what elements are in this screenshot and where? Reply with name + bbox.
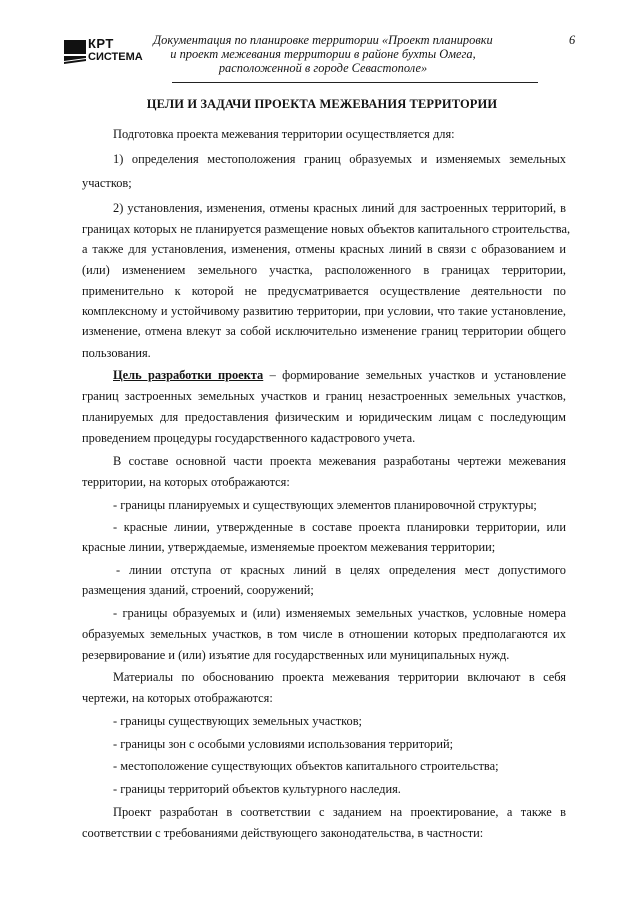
paragraph-line [113,368,566,383]
header-title-line: Документация по планировке территории «Проект планировки [153,33,493,47]
paragraph-line: образуемых земельных участков, в том числе в отношении которых предполагаются их [82,627,566,641]
header-title-line: и проект межевания территории в районе бухты Омега, [170,47,476,61]
paragraph-line: размещения зданий, строений, сооружений; [82,583,314,597]
company-logo [64,38,144,68]
section-heading: ЦЕЛИ И ЗАДАЧИ ПРОЕКТА МЕЖЕВАНИЯ ТЕРРИТОРИИ [146,97,498,111]
list-item: - границы планируемых и существующих элементов планировочной структуры; [113,498,537,512]
list-item: - границы образуемых и (или) изменяемых земельных участков, условные номера [113,606,566,620]
logo-text-line1: КРТ [88,36,114,51]
header-title-line: расположенной в городе Севастополе» [218,61,428,75]
list-item: - местоположение существующих объектов капитального строительства; [113,759,499,773]
paragraph-line: границ застроенных земельных участков и границ незастроенных земельных участков, [82,389,566,403]
paragraph-line: Подготовка проекта межевания территории осуществляется для: [113,127,455,141]
paragraph-line: применительно к которой не предусматривается осуществление деятельности по [82,284,566,298]
logo-text-line2: СИСТЕМА [88,51,143,63]
paragraph-line: а также для установления, изменения, отмены красных линий в связи с образованием и [82,242,566,256]
paragraph-line: границах которых не планируется размещение новых объектов капитального строительства, [82,222,571,236]
paragraph-text: – формирование земельных участков и установление [263,368,567,382]
paragraph-line: красные линии, утверждаемые, изменяемые проектом межевания территории; [82,540,496,554]
list-item: - границы существующих земельных участков; [113,714,362,728]
paragraph-line: проведением процедуры государственного кадастрового учета. [82,431,416,445]
paragraph-line: планируемых для предоставления физическим и юридическим лицам с последующим [82,410,566,424]
header-title [142,33,504,75]
paragraph-line: участков; [82,176,132,190]
paragraph-line: пользования. [82,346,151,360]
header-divider [172,82,538,83]
paragraph-line: соответствии с требованиями действующего законодательства, в частности: [82,826,484,840]
paragraph-line: Материалы по обоснованию проекта межевания территории включают в себя [113,670,566,684]
paragraph-line: (или) изменением земельного участка, расположенного в границах территории, [82,263,566,277]
list-item: - границы зон с особыми условиями использования территорий; [113,737,454,751]
paragraph-line: резервирование и (или) изъятие для государственных или муниципальных нужд. [82,648,510,662]
logo-mark-icon [64,40,86,64]
paragraph-line: территории, на которых отображаются: [82,475,290,489]
list-item: - границы территорий объектов культурного наследия. [113,782,401,796]
paragraph-line: Проект разработан в соответствии с заданием на проектирование, а также в [113,805,566,819]
paragraph-line: В составе основной части проекта межевания разработаны чертежи межевания [113,454,566,468]
paragraph-line: 1) определения местоположения границ образуемых и изменяемых земельных [113,152,566,166]
paragraph-line: изменение, отмена влекут за собой исключительно изменение границ территории общего [82,324,566,338]
paragraph-line: чертежи, на которых отображаются: [82,691,273,705]
paragraph-line: 2) установления, изменения, отмены красных линий для застроенных территорий, в [113,201,566,215]
list-item: - линии отступа от красных линий в целях определения мест допустимого [116,563,566,577]
page-number: 6 [569,33,576,47]
emphasis-text: Цель разработки проекта [113,368,264,382]
list-item: - красные линии, утвержденные в составе проекта планировки территории, или [113,520,566,534]
paragraph-line: комплексному и устойчивому развитию территории, при условии, что такие установление, [82,304,566,318]
